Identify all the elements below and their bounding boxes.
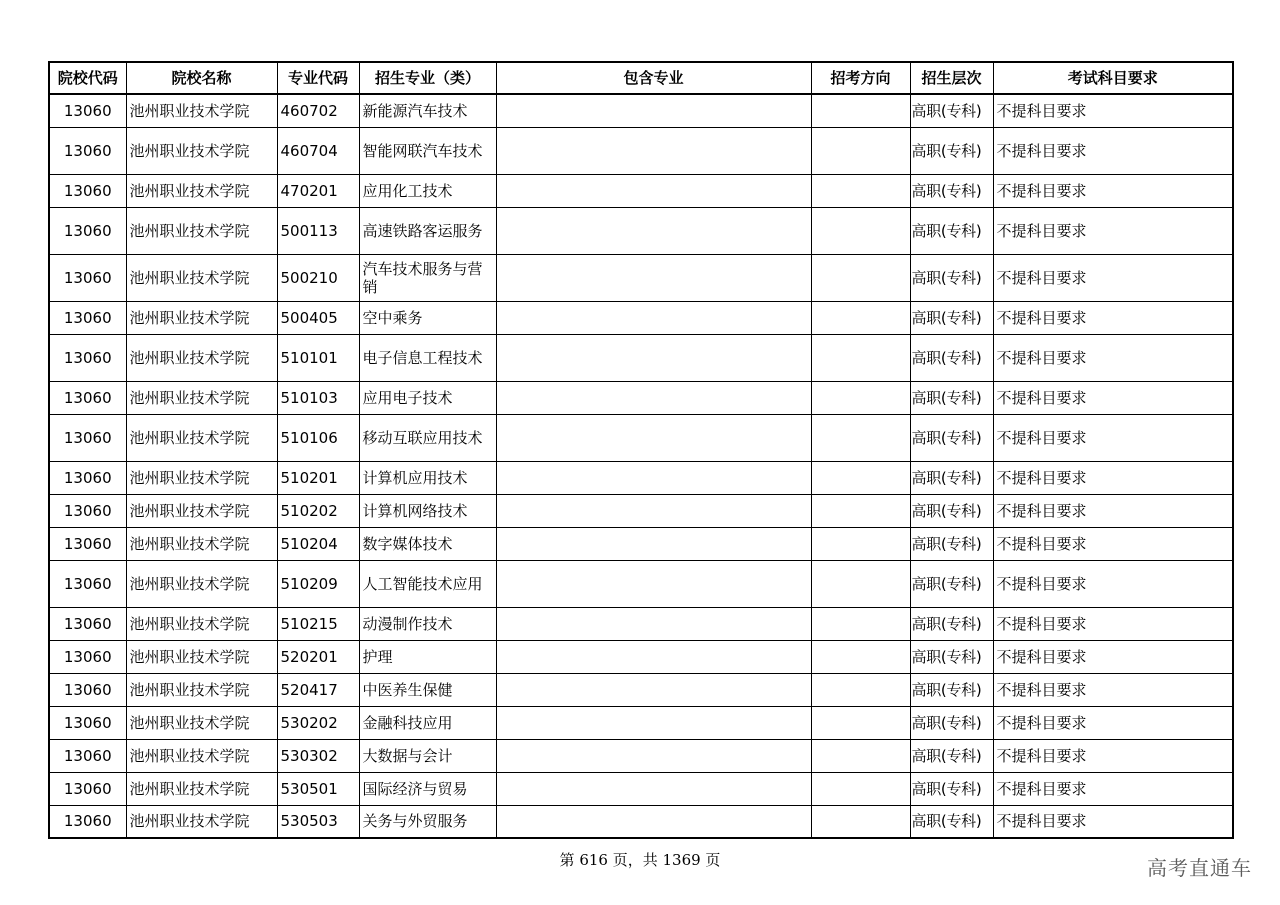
cell-included-majors <box>496 301 811 334</box>
cell-requirement: 不提科目要求 <box>993 94 1233 127</box>
cell-direction <box>811 739 910 772</box>
cell-direction <box>811 94 910 127</box>
cell-requirement: 不提科目要求 <box>993 414 1233 461</box>
cell-direction <box>811 301 910 334</box>
cell-school-name: 池州职业技术学院 <box>126 127 277 174</box>
cell-included-majors <box>496 414 811 461</box>
cell-included-majors <box>496 381 811 414</box>
cell-included-majors <box>496 673 811 706</box>
cell-requirement: 不提科目要求 <box>993 673 1233 706</box>
cell-school-name: 池州职业技术学院 <box>126 301 277 334</box>
cell-school-code: 13060 <box>49 254 126 301</box>
cell-school-name: 池州职业技术学院 <box>126 607 277 640</box>
cell-requirement: 不提科目要求 <box>993 334 1233 381</box>
cell-major-code: 510106 <box>277 414 359 461</box>
cell-school-name: 池州职业技术学院 <box>126 461 277 494</box>
cell-major-code: 500405 <box>277 301 359 334</box>
cell-included-majors <box>496 207 811 254</box>
cell-included-majors <box>496 739 811 772</box>
cell-direction <box>811 772 910 805</box>
cell-requirement: 不提科目要求 <box>993 706 1233 739</box>
cell-direction <box>811 381 910 414</box>
cell-major-code: 530302 <box>277 739 359 772</box>
cell-major: 智能网联汽车技术 <box>359 127 496 174</box>
header-requirement: 考试科目要求 <box>993 62 1233 94</box>
header-school-name: 院校名称 <box>126 62 277 94</box>
cell-level: 高职(专科) <box>910 739 993 772</box>
cell-direction <box>811 334 910 381</box>
cell-level: 高职(专科) <box>910 805 993 838</box>
cell-school-code: 13060 <box>49 772 126 805</box>
watermark-text: 高考直通车 <box>1147 856 1252 880</box>
cell-major-code: 520417 <box>277 673 359 706</box>
cell-level: 高职(专科) <box>910 461 993 494</box>
cell-direction <box>811 127 910 174</box>
cell-major-code: 530202 <box>277 706 359 739</box>
table-row <box>49 640 1233 673</box>
table-row <box>49 772 1233 805</box>
header-direction: 招考方向 <box>811 62 910 94</box>
header-major: 招生专业（类） <box>359 62 496 94</box>
cell-school-code: 13060 <box>49 560 126 607</box>
cell-major-code: 510201 <box>277 461 359 494</box>
cell-requirement: 不提科目要求 <box>993 527 1233 560</box>
cell-major: 空中乘务 <box>359 301 496 334</box>
cell-requirement: 不提科目要求 <box>993 301 1233 334</box>
cell-major-code: 510101 <box>277 334 359 381</box>
cell-major: 国际经济与贸易 <box>359 772 496 805</box>
cell-included-majors <box>496 772 811 805</box>
cell-direction <box>811 805 910 838</box>
cell-school-code: 13060 <box>49 607 126 640</box>
table-row <box>49 805 1233 838</box>
cell-school-name: 池州职业技术学院 <box>126 207 277 254</box>
cell-major: 高速铁路客运服务 <box>359 207 496 254</box>
cell-major-code: 460702 <box>277 94 359 127</box>
cell-school-code: 13060 <box>49 494 126 527</box>
cell-major-code: 510209 <box>277 560 359 607</box>
cell-major-code: 510103 <box>277 381 359 414</box>
cell-major-code: 510204 <box>277 527 359 560</box>
cell-direction <box>811 607 910 640</box>
cell-level: 高职(专科) <box>910 772 993 805</box>
cell-requirement: 不提科目要求 <box>993 381 1233 414</box>
cell-major: 新能源汽车技术 <box>359 94 496 127</box>
cell-requirement: 不提科目要求 <box>993 254 1233 301</box>
cell-included-majors <box>496 461 811 494</box>
table-row <box>49 560 1233 607</box>
cell-included-majors <box>496 805 811 838</box>
cell-requirement: 不提科目要求 <box>993 207 1233 254</box>
cell-major-code: 500113 <box>277 207 359 254</box>
header-level: 招生层次 <box>910 62 993 94</box>
cell-school-name: 池州职业技术学院 <box>126 706 277 739</box>
cell-school-code: 13060 <box>49 673 126 706</box>
cell-level: 高职(专科) <box>910 673 993 706</box>
cell-major: 计算机网络技术 <box>359 494 496 527</box>
cell-level: 高职(专科) <box>910 706 993 739</box>
table-row <box>49 414 1233 461</box>
cell-requirement: 不提科目要求 <box>993 560 1233 607</box>
cell-included-majors <box>496 334 811 381</box>
cell-direction <box>811 706 910 739</box>
cell-requirement: 不提科目要求 <box>993 461 1233 494</box>
cell-school-name: 池州职业技术学院 <box>126 174 277 207</box>
cell-direction <box>811 560 910 607</box>
cell-included-majors <box>496 706 811 739</box>
cell-school-name: 池州职业技术学院 <box>126 527 277 560</box>
cell-major: 应用化工技术 <box>359 174 496 207</box>
cell-requirement: 不提科目要求 <box>993 805 1233 838</box>
cell-level: 高职(专科) <box>910 527 993 560</box>
table-row <box>49 334 1233 381</box>
cell-direction <box>811 673 910 706</box>
cell-school-name: 池州职业技术学院 <box>126 560 277 607</box>
cell-major-code: 470201 <box>277 174 359 207</box>
cell-school-name: 池州职业技术学院 <box>126 772 277 805</box>
cell-direction <box>811 527 910 560</box>
table-row <box>49 527 1233 560</box>
cell-school-code: 13060 <box>49 174 126 207</box>
cell-level: 高职(专科) <box>910 94 993 127</box>
table-row <box>49 673 1233 706</box>
header-row <box>49 62 1233 94</box>
table-row <box>49 301 1233 334</box>
cell-level: 高职(专科) <box>910 607 993 640</box>
cell-included-majors <box>496 527 811 560</box>
cell-major-code: 510202 <box>277 494 359 527</box>
cell-level: 高职(专科) <box>910 174 993 207</box>
cell-level: 高职(专科) <box>910 301 993 334</box>
cell-major: 护理 <box>359 640 496 673</box>
cell-school-name: 池州职业技术学院 <box>126 494 277 527</box>
cell-major: 人工智能技术应用 <box>359 560 496 607</box>
cell-school-name: 池州职业技术学院 <box>126 414 277 461</box>
table-row <box>49 254 1233 301</box>
cell-school-code: 13060 <box>49 94 126 127</box>
cell-school-code: 13060 <box>49 461 126 494</box>
cell-school-name: 池州职业技术学院 <box>126 381 277 414</box>
cell-direction <box>811 174 910 207</box>
table-row <box>49 706 1233 739</box>
table-row <box>49 174 1233 207</box>
cell-school-code: 13060 <box>49 706 126 739</box>
cell-school-code: 13060 <box>49 414 126 461</box>
cell-level: 高职(专科) <box>910 207 993 254</box>
cell-level: 高职(专科) <box>910 640 993 673</box>
cell-level: 高职(专科) <box>910 494 993 527</box>
cell-major: 金融科技应用 <box>359 706 496 739</box>
cell-major-code: 530501 <box>277 772 359 805</box>
cell-level: 高职(专科) <box>910 560 993 607</box>
cell-requirement: 不提科目要求 <box>993 640 1233 673</box>
cell-level: 高职(专科) <box>910 334 993 381</box>
cell-major-code: 460704 <box>277 127 359 174</box>
header-school-code: 院校代码 <box>49 62 126 94</box>
cell-major: 关务与外贸服务 <box>359 805 496 838</box>
cell-included-majors <box>496 94 811 127</box>
table-row <box>49 461 1233 494</box>
page-number: 第 616 页，共 1369 页 <box>559 851 721 869</box>
cell-major: 应用电子技术 <box>359 381 496 414</box>
cell-included-majors <box>496 174 811 207</box>
cell-school-name: 池州职业技术学院 <box>126 739 277 772</box>
cell-direction <box>811 461 910 494</box>
cell-school-code: 13060 <box>49 527 126 560</box>
cell-major: 数字媒体技术 <box>359 527 496 560</box>
cell-direction <box>811 640 910 673</box>
cell-major: 移动互联应用技术 <box>359 414 496 461</box>
cell-school-name: 池州职业技术学院 <box>126 94 277 127</box>
cell-requirement: 不提科目要求 <box>993 174 1233 207</box>
cell-school-code: 13060 <box>49 640 126 673</box>
cell-included-majors <box>496 127 811 174</box>
cell-major: 动漫制作技术 <box>359 607 496 640</box>
admissions-table <box>48 61 1234 839</box>
cell-level: 高职(专科) <box>910 414 993 461</box>
cell-school-code: 13060 <box>49 334 126 381</box>
cell-school-name: 池州职业技术学院 <box>126 673 277 706</box>
cell-direction <box>811 207 910 254</box>
cell-major: 汽车技术服务与营销 <box>359 254 496 301</box>
table-row <box>49 127 1233 174</box>
cell-major: 大数据与会计 <box>359 739 496 772</box>
cell-included-majors <box>496 640 811 673</box>
cell-direction <box>811 254 910 301</box>
cell-major-code: 500210 <box>277 254 359 301</box>
cell-school-name: 池州职业技术学院 <box>126 254 277 301</box>
cell-school-code: 13060 <box>49 381 126 414</box>
cell-school-code: 13060 <box>49 207 126 254</box>
cell-included-majors <box>496 607 811 640</box>
table-row <box>49 494 1233 527</box>
cell-included-majors <box>496 560 811 607</box>
table-body <box>49 94 1233 838</box>
cell-included-majors <box>496 494 811 527</box>
cell-major: 电子信息工程技术 <box>359 334 496 381</box>
cell-school-code: 13060 <box>49 739 126 772</box>
cell-level: 高职(专科) <box>910 381 993 414</box>
cell-school-name: 池州职业技术学院 <box>126 334 277 381</box>
cell-major-code: 520201 <box>277 640 359 673</box>
cell-included-majors <box>496 254 811 301</box>
cell-direction <box>811 494 910 527</box>
cell-school-code: 13060 <box>49 127 126 174</box>
cell-direction <box>811 414 910 461</box>
cell-school-code: 13060 <box>49 301 126 334</box>
table-row <box>49 607 1233 640</box>
cell-school-code: 13060 <box>49 805 126 838</box>
table-row <box>49 381 1233 414</box>
cell-requirement: 不提科目要求 <box>993 739 1233 772</box>
cell-level: 高职(专科) <box>910 127 993 174</box>
table-row <box>49 207 1233 254</box>
cell-major-code: 530503 <box>277 805 359 838</box>
cell-major: 计算机应用技术 <box>359 461 496 494</box>
header-major-code: 专业代码 <box>277 62 359 94</box>
cell-requirement: 不提科目要求 <box>993 494 1233 527</box>
cell-level: 高职(专科) <box>910 254 993 301</box>
cell-requirement: 不提科目要求 <box>993 127 1233 174</box>
cell-requirement: 不提科目要求 <box>993 607 1233 640</box>
cell-major: 中医养生保健 <box>359 673 496 706</box>
cell-requirement: 不提科目要求 <box>993 772 1233 805</box>
cell-major-code: 510215 <box>277 607 359 640</box>
cell-school-name: 池州职业技术学院 <box>126 805 277 838</box>
cell-school-name: 池州职业技术学院 <box>126 640 277 673</box>
table-row <box>49 94 1233 127</box>
table-row <box>49 739 1233 772</box>
header-included-majors: 包含专业 <box>496 62 811 94</box>
